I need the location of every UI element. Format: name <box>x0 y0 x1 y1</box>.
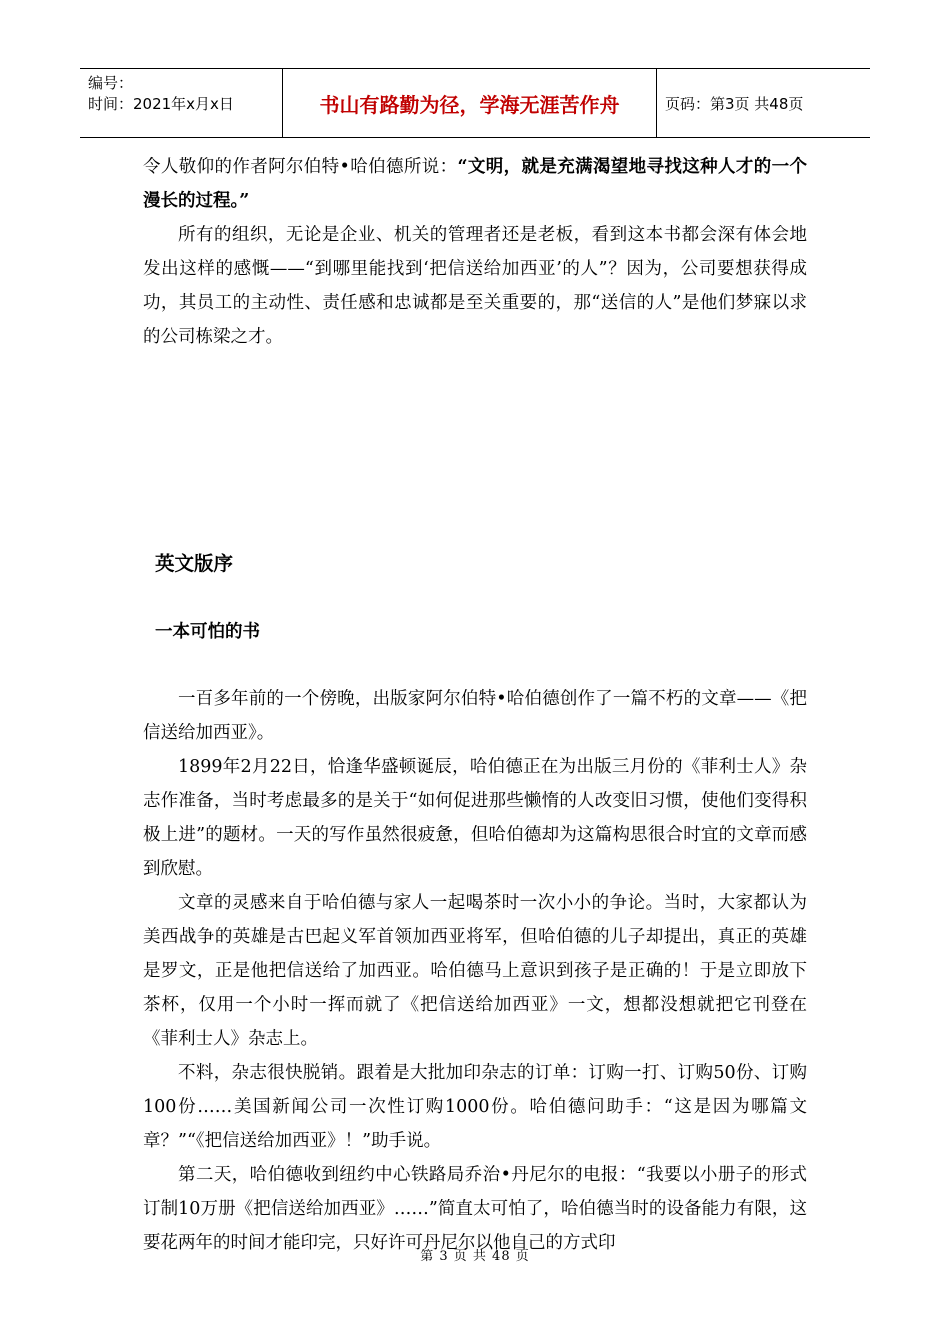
paragraph: 1899年2月22日，恰逢华盛顿诞辰，哈伯德正在为出版三月份的《菲利士人》杂志作准备，当时考虑最多的是关于“如何促进那些懒惰的人改变旧习惯，使他们变得积极上进”的题材。一天的写作虽然很疲惫，但哈伯德却为这篇构思很合时宜的文章而感到欣慰。 <box>143 757 807 879</box>
header-meta <box>80 69 283 137</box>
paragraph-quote-lead: 令人敬仰的作者阿尔伯特•哈伯德所说： <box>143 157 458 177</box>
section-title: 英文版序 <box>155 552 234 575</box>
paragraph: 不料，杂志很快脱销。跟着是大批加印杂志的订单：订购一打、订购50份、订购100份……美国新闻公司一次性订购1000份。哈伯德问助手：“这是因为哪篇文章？”“《把信送给加西亚》！”助手说。 <box>143 1063 807 1151</box>
subsection-title: 一本可怕的书 <box>155 622 260 642</box>
page-footer: 第 3 页 共 48 页 <box>420 1249 530 1264</box>
page-header <box>80 68 870 138</box>
paragraph: 第二天，哈伯德收到纽约中心铁路局乔治•丹尼尔的电报：“我要以小册子的形式订制10万册《把信送给加西亚》……”简直太可怕了，哈伯德当时的设备能力有限，这要花两年的时间才能印完，只好许可丹尼尔以他自己的方式印 <box>143 1165 807 1253</box>
paragraph: 所有的组织，无论是企业、机关的管理者还是老板，看到这本书都会深有体会地发出这样的感慨——“到哪里能找到‘把信送给加西亚’的人”？因为，公司要想获得成功，其员工的主动性、责任感和忠诚都是至关重要的，那“送信的人”是他们梦寐以求的公司栋梁之才。 <box>143 225 807 347</box>
civilization-quote: “文明，就是充满渴望地寻找这种人才的一个漫长的过程。” <box>143 157 807 211</box>
document-number-label: 编号： <box>88 74 134 92</box>
document-date-label: 时间：2021年x月x日 <box>88 95 234 113</box>
header-page-info: 页码：第3页 共48页 <box>665 94 804 113</box>
header-motto: 书山有路勤为径，学海无涯苦作舟 <box>283 69 657 137</box>
paragraph: 文章的灵感来自于哈伯德与家人一起喝茶时一次小小的争论。当时，大家都认为美西战争的英雄是古巴起义军首领加西亚将军，但哈伯德的儿子却提出，真正的英雄是罗文，正是他把信送给了加西亚。哈伯德马上意识到孩子是正确的！于是立即放下茶杯，仅用一个小时一挥而就了《把信送给加西亚》一文，想都没想就把它刊登在《菲利士人》杂志上。 <box>143 893 807 1049</box>
paragraph: 一百多年前的一个傍晚，出版家阿尔伯特•哈伯德创作了一篇不朽的文章——《把信送给加西亚》。 <box>143 689 807 743</box>
paragraph-quote <box>143 150 807 218</box>
document-body <box>143 150 807 1260</box>
